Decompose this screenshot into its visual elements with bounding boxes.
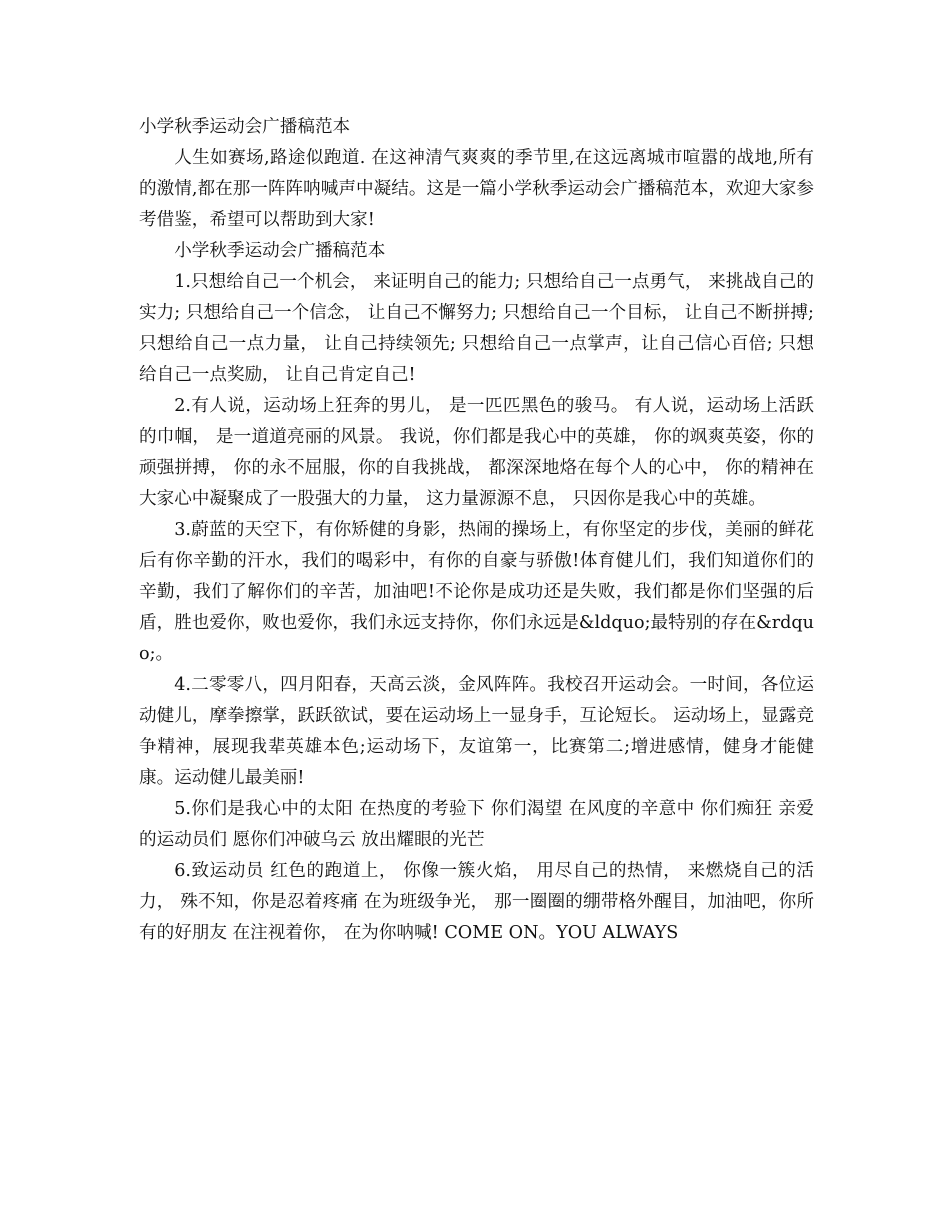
paragraph-4: 4.二零零八，四月阳春，天高云淡，金风阵阵。我校召开运动会。一时间，各位运动健儿，摩拳擦掌，跃跃欲试，要在运动场上一显身手，互论短长。 运动场上，显露竞争精神，展现我辈英雄本色;运动场下，友谊第一，比赛第二;增进感情，健身才能健康。运动健儿最美丽! [139, 675, 814, 788]
paragraph-3: 3.蔚蓝的天空下，有你矫健的身影，热闹的操场上，有你坚定的步伐，美丽的鲜花后有你辛勤的汗水，我们的喝彩中，有你的自豪与骄傲!体育健儿们，我们知道你们的辛勤，我们了解你们的辛苦，加油吧!不论你是成功还是失败，我们都是你们坚强的后盾，胜也爱你，败也爱你，我们永远支持你，你们永远是&ldquo;最特别的存在&rdquo;。 [139, 520, 815, 664]
document-title: 小学秋季运动会广播稿范本 [139, 117, 351, 137]
paragraph-2: 2.有人说，运动场上狂奔的男儿， 是一匹匹黑色的骏马。 有人说，运动场上活跃的巾帼， 是一道道亮丽的风景。 我说，你们都是我心中的英雄， 你的飒爽英姿，你的顽强拼搏， 你的永不屈服，你的自我挑战， 都深深地烙在每个人的心中， 你的精神在大家心中凝聚成了一股强大的力量， 这力量源源不息， 只因你是我心中的英雄。 [139, 396, 814, 509]
intro-paragraph: 人生如赛场,路途似跑道. 在这神清气爽爽的季节里,在这远离城市喧嚣的战地,所有的激情,都在那一阵阵呐喊声中凝结。这是一篇小学秋季运动会广播稿范本，欢迎大家参考借鉴，希望可以帮助到大家! [139, 148, 814, 230]
paragraph-1: 1.只想给自己一个机会， 来证明自己的能力; 只想给自己一点勇气， 来挑战自己的实力; 只想给自己一个信念， 让自己不懈努力; 只想给自己一个目标， 让自己不断拼搏; 只想给自己一点力量， 让自己持续领先; 只想给自己一点掌声，让自己信心百倍; 只想给自己一点奖励， 让自己肯定自己! [139, 272, 814, 385]
document-body [139, 112, 814, 949]
paragraph-5: 5.你们是我心中的太阳 在热度的考验下 你们渴望 在风度的辛意中 你们痴狂 亲爱的运动员们 愿你们冲破乌云 放出耀眼的光芒 [139, 799, 814, 850]
paragraph-6: 6.致运动员 红色的跑道上， 你像一簇火焰， 用尽自己的热情， 来燃烧自己的活力， 殊不知，你是忍着疼痛 在为班级争光， 那一圈圈的绷带格外醒目，加油吧，你所有的好朋友 在注视着你， 在为你呐喊! COME ON。YOU ALWAYS [139, 861, 814, 943]
section-heading: 小学秋季运动会广播稿范本 [174, 241, 386, 261]
